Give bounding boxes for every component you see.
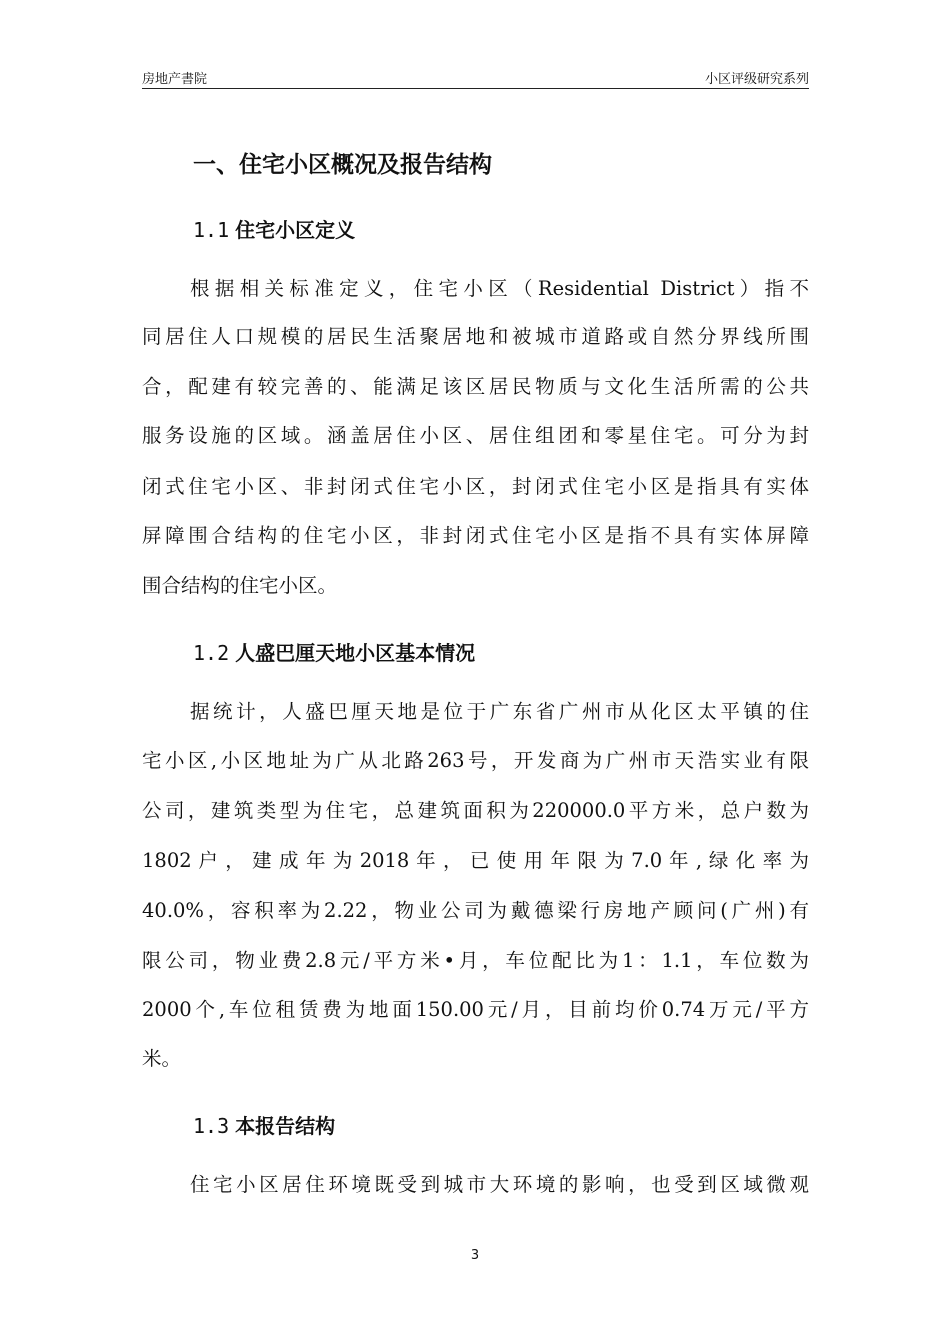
section-title: 本报告结构 <box>235 1114 336 1138</box>
paragraph-line: 闭式住宅小区、非封闭式住宅小区，封闭式住宅小区是指具有实体 <box>142 475 809 498</box>
section-title: 住宅小区定义 <box>235 218 356 242</box>
section-number: 1.3 <box>193 1114 230 1138</box>
header-series: 小区评级研究系列 <box>704 72 809 87</box>
page-number: 3 <box>470 1248 480 1263</box>
paragraph-line: 公司，建筑类型为住宅，总建筑面积为220000.0平方米，总户数为 <box>142 799 809 822</box>
paragraph-line: 住宅小区居住环境既受到城市大环境的影响，也受到区域微观 <box>190 1173 809 1196</box>
page-header <box>142 66 809 89</box>
section-number: 1.1 <box>193 218 230 242</box>
paragraph-line: 屏障围合结构的住宅小区，非封闭式住宅小区是指不具有实体屏障 <box>142 524 809 547</box>
section-heading-1-3 <box>193 1110 335 1139</box>
paragraph-line: 同居住人口规模的居民生活聚居地和被城市道路或自然分界线所围 <box>142 325 809 348</box>
section-heading-1-1 <box>193 214 355 243</box>
paragraph-line: 米。 <box>142 1047 182 1070</box>
paragraph-line: 宅小区,小区地址为广从北路263号，开发商为广州市天浩实业有限 <box>142 749 809 772</box>
paragraph-line: 40.0%，容积率为2.22，物业公司为戴德梁行房地产顾问(广州)有 <box>142 899 809 922</box>
section-heading-1-2 <box>193 637 475 666</box>
section-number: 1.2 <box>193 641 230 665</box>
paragraph-line: 根据相关标准定义，住宅小区（Residential District）指不 <box>190 277 809 300</box>
paragraph-line: 服务设施的区域。涵盖居住小区、居住组团和零星住宅。可分为封 <box>142 424 809 447</box>
paragraph-line: 限公司，物业费2.8元/平方米•月，车位配比为1：1.1，车位数为 <box>142 949 809 972</box>
paragraph-line: 1802 户 ， 建 成 年 为 2018 年 ， 已 使 用 年 限 为 7.0 年 , 绿 化 率 为 <box>142 849 809 872</box>
paragraph-line: 2000个,车位租赁费为地面150.00元/月，目前均价0.74万元/平方 <box>142 998 809 1021</box>
header-publisher: 房地产書院 <box>142 72 208 87</box>
section-title: 人盛巴厘天地小区基本情况 <box>235 641 476 665</box>
paragraph-line: 围合结构的住宅小区。 <box>142 574 338 597</box>
paragraph-line: 合，配建有较完善的、能满足该区居民物质与文化生活所需的公共 <box>142 375 809 398</box>
paragraph-line: 据统计，人盛巴厘天地是位于广东省广州市从化区太平镇的住 <box>190 700 809 723</box>
chapter-heading: 一、住宅小区概况及报告结构 <box>193 152 492 178</box>
